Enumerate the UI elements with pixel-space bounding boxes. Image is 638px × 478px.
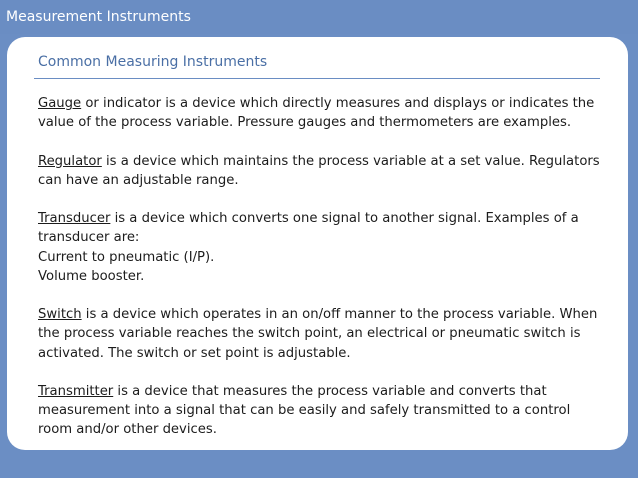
slide-header: Measurement Instruments <box>6 9 191 25</box>
paragraph-regulator <box>38 152 608 190</box>
title-divider <box>34 78 600 79</box>
transducer-example-2: Volume booster. <box>38 268 145 284</box>
term-transmitter: Transmitter <box>38 383 114 399</box>
paragraph-gauge <box>38 94 608 132</box>
definition-transducer: is a device which converts one signal to another signal. Examples of a transducer are: <box>38 211 579 246</box>
term-regulator: Regulator <box>38 153 102 169</box>
definition-regulator: is a device which maintains the process variable at a set value. Regulators can have an adjustable range. <box>38 153 600 188</box>
slide-title: Common Measuring Instruments <box>38 54 268 70</box>
transducer-example-1: Current to pneumatic (I/P). <box>38 249 215 265</box>
definition-transmitter: is a device that measures the process variable and converts that measurement into a signal that can be easily and safely transmitted to a control room and/or other devices. <box>38 383 571 438</box>
paragraph-switch <box>38 305 608 363</box>
definition-gauge: or indicator is a device which directly measures and displays or indicates the value of the process variable. Pressure gauges and thermometers are examples. <box>38 96 595 131</box>
paragraph-transmitter <box>38 382 608 440</box>
term-gauge: Gauge <box>38 96 82 111</box>
content-card <box>7 37 628 450</box>
content-body <box>38 94 608 459</box>
term-transducer: Transducer <box>38 211 111 227</box>
paragraph-transducer <box>38 209 608 286</box>
term-switch: Switch <box>38 307 82 323</box>
definition-switch: is a device which operates in an on/off manner to the process variable. When the process variable reaches the switch point, an electrical or pneumatic switch is activated. The switch or set point is adjustable. <box>38 307 598 361</box>
